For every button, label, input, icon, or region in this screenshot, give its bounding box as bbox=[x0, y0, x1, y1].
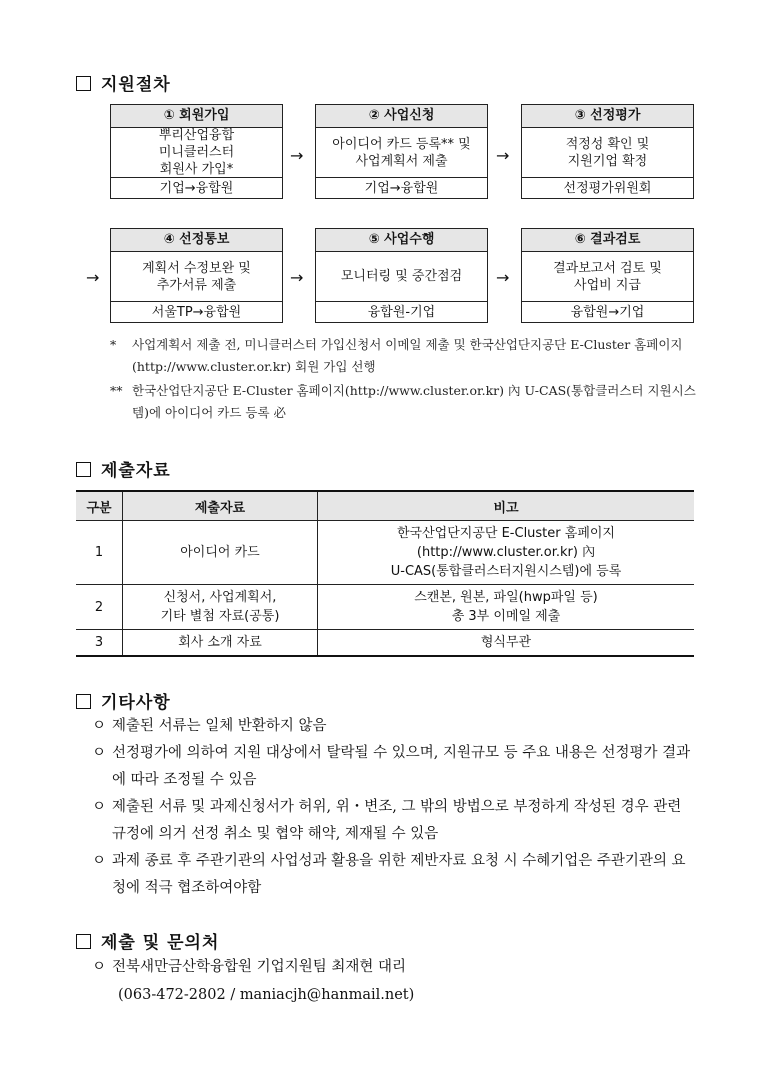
list-item: ㅇ 제출된 서류 및 과제신청서가 허위, 위・변조, 그 밖의 방법으로 부정하게 작성된 경우 관련 규정에 의거 선정 취소 및 협약 해약, 제재될 수 있음 bbox=[92, 794, 697, 848]
table-cell: 3 bbox=[76, 630, 123, 657]
checkbox-square-icon bbox=[76, 694, 91, 709]
section-title-other: 기타사항 bbox=[76, 688, 171, 713]
section-title-process: 지원절차 bbox=[76, 70, 171, 95]
right-arrow-icon: → bbox=[290, 146, 304, 165]
step-header: ② 사업신청 bbox=[316, 105, 487, 128]
table-row bbox=[76, 521, 694, 585]
bullet-icon: ㅇ bbox=[92, 745, 107, 761]
table-cell: 회사 소개 자료 bbox=[123, 630, 318, 657]
bullet-icon: ㅇ bbox=[92, 959, 107, 975]
footnote: ** 한국산업단지공단 E-Cluster 홈페이지(http://www.cluster.or.kr) 內 U-CAS(통합클러스터 지원시스템)에 아이디어 카드 등록 必 bbox=[110, 383, 696, 420]
table-cell: 형식무관 bbox=[318, 630, 695, 657]
step-card bbox=[110, 228, 283, 323]
step-card bbox=[521, 228, 694, 323]
bullet-icon: ㅇ bbox=[92, 718, 107, 734]
contact-item bbox=[92, 954, 697, 981]
list-item: ㅇ 제출된 서류는 일체 반환하지 않음 bbox=[92, 713, 697, 740]
list-item: ㅇ 과제 종료 후 주관기관의 사업성과 활용을 위한 제반자료 요청 시 수혜기업은 주관기관의 요청에 적극 협조하여야함 bbox=[92, 848, 697, 902]
table-cell: 아이디어 카드 bbox=[123, 521, 318, 585]
step-body: 적정성 확인 및 지원기업 확정 bbox=[565, 136, 650, 169]
bullet-icon: ㅇ bbox=[92, 853, 107, 869]
column-header: 비고 bbox=[318, 491, 695, 521]
contact-detail: (063-472-2802 / maniacjh@hanmail.net) bbox=[118, 987, 415, 1003]
submission-table bbox=[76, 490, 694, 657]
table-cell: 신청서, 사업계획서, 기타 별첨 자료(공통) bbox=[123, 585, 318, 630]
column-header: 구분 bbox=[76, 491, 123, 521]
contact-org: 전북새만금산학융합원 기업지원팀 최재현 대리 bbox=[112, 959, 406, 975]
step-body: 결과보고서 검토 및 사업비 지급 bbox=[553, 260, 662, 293]
right-arrow-icon: → bbox=[496, 146, 510, 165]
step-footer: 선정평가위원회 bbox=[522, 177, 693, 200]
checkbox-square-icon bbox=[76, 76, 91, 91]
step-header: ③ 선정평가 bbox=[522, 105, 693, 128]
right-arrow-icon: → bbox=[290, 268, 304, 287]
step-body: 계획서 수정보완 및 추가서류 제출 bbox=[142, 260, 251, 293]
footnote: * 사업계획서 제출 전, 미니클러스터 가입신청서 이메일 제출 및 한국산업단지공단 E-Cluster 홈페이지(http://www.cluster.or.kr) 회원 가입 선행 bbox=[110, 337, 683, 374]
column-header: 제출자료 bbox=[123, 491, 318, 521]
step-header: ④ 선정통보 bbox=[111, 229, 282, 252]
table-cell: 스캔본, 원본, 파일(hwp파일 등) 총 3부 이메일 제출 bbox=[318, 585, 695, 630]
step-footer: 서울TP→융합원 bbox=[111, 301, 282, 324]
bullet-icon: ㅇ bbox=[92, 799, 107, 815]
step-footer: 기업→융합원 bbox=[111, 177, 282, 200]
right-arrow-icon: → bbox=[86, 268, 100, 287]
table-cell: 2 bbox=[76, 585, 123, 630]
table-cell: 1 bbox=[76, 521, 123, 585]
step-header: ① 회원가입 bbox=[111, 105, 282, 128]
step-body: 아이디어 카드 등록** 및 사업계획서 제출 bbox=[332, 136, 471, 169]
table-cell: 한국산업단지공단 E-Cluster 홈페이지 (http://www.cluster.or.kr) 內 U-CAS(통합클러스터지원시스템)에 등록 bbox=[318, 521, 695, 585]
table-row bbox=[76, 630, 694, 657]
right-arrow-icon: → bbox=[496, 268, 510, 287]
step-body: 모니터링 및 중간점검 bbox=[340, 269, 463, 284]
step-card bbox=[315, 104, 488, 199]
step-card bbox=[521, 104, 694, 199]
step-header: ⑥ 결과검토 bbox=[522, 229, 693, 252]
step-footer: 기업→융합원 bbox=[316, 177, 487, 200]
section-title-contact: 제출 및 문의처 bbox=[76, 928, 219, 953]
table-header-row bbox=[76, 491, 694, 521]
step-body: 뿌리산업융합 미니클러스터 회원사 가입* bbox=[158, 128, 235, 177]
table-row bbox=[76, 585, 694, 630]
section-title-submission: 제출자료 bbox=[76, 456, 171, 481]
step-card bbox=[110, 104, 283, 199]
step-footer: 융합원→기업 bbox=[522, 301, 693, 324]
checkbox-square-icon bbox=[76, 934, 91, 949]
list-item: ㅇ 선정평가에 의하여 지원 대상에서 탈락될 수 있으며, 지원규모 등 주요 내용은 선정평가 결과에 따라 조정될 수 있음 bbox=[92, 740, 697, 794]
step-card bbox=[315, 228, 488, 323]
checkbox-square-icon bbox=[76, 462, 91, 477]
step-footer: 융합원-기업 bbox=[316, 301, 487, 324]
step-header: ⑤ 사업수행 bbox=[316, 229, 487, 252]
